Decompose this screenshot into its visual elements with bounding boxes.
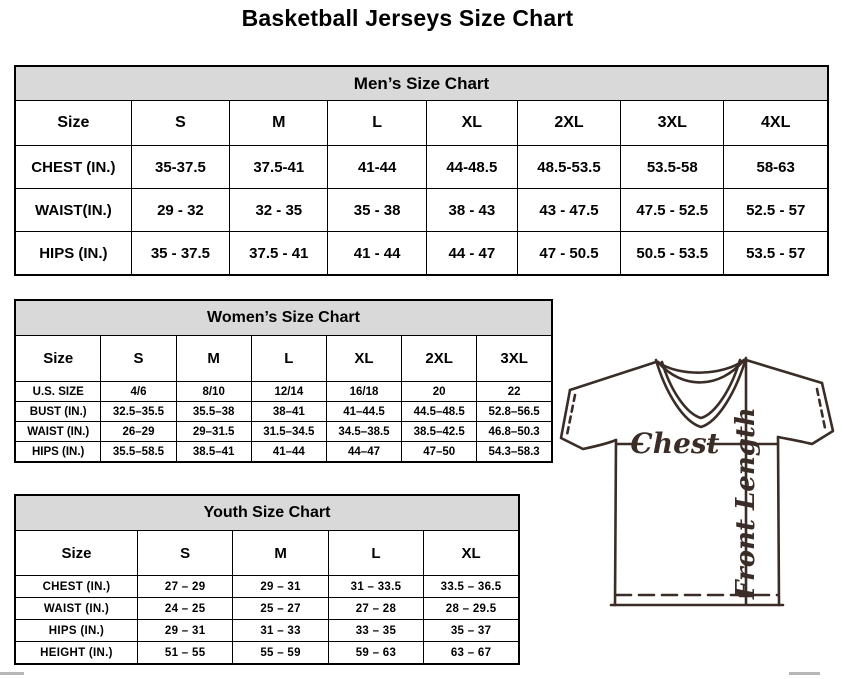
size-value-cell: 53.5-58	[621, 146, 724, 189]
size-value-cell: 35-37.5	[131, 146, 229, 189]
row-label: WAIST (IN.)	[15, 598, 137, 620]
youth-size-table	[14, 494, 520, 665]
size-value-cell: 37.5 - 41	[230, 232, 328, 276]
column-header: XL	[326, 336, 401, 382]
size-value-cell: 51 – 55	[137, 642, 232, 665]
size-value-cell: 32.5–35.5	[101, 402, 176, 422]
column-header: XL	[424, 531, 519, 576]
table-row	[15, 232, 828, 276]
size-value-cell: 53.5 - 57	[724, 232, 828, 276]
size-value-cell: 22	[477, 382, 552, 402]
size-value-cell: 26–29	[101, 422, 176, 442]
scrollbar-fragment-left	[0, 672, 24, 675]
womens-size-table	[14, 299, 553, 463]
column-header: L	[328, 101, 426, 146]
size-value-cell: 29 – 31	[233, 576, 328, 598]
size-value-cell: 44-48.5	[426, 146, 517, 189]
jersey-right-sleeve	[778, 383, 833, 444]
header-row	[15, 336, 552, 382]
size-value-cell: 41 - 44	[328, 232, 426, 276]
size-value-cell: 50.5 - 53.5	[621, 232, 724, 276]
size-value-cell: 41–44.5	[326, 402, 401, 422]
table-row	[15, 642, 519, 665]
column-header: S	[131, 101, 229, 146]
column-header: M	[176, 336, 251, 382]
front-length-label: Front Length	[731, 407, 761, 599]
size-value-cell: 58-63	[724, 146, 828, 189]
table-row	[15, 422, 552, 442]
size-value-cell: 31.5–34.5	[251, 422, 326, 442]
row-label: WAIST(IN.)	[15, 189, 131, 232]
size-value-cell: 33.5 – 36.5	[424, 576, 519, 598]
size-value-cell: 29–31.5	[176, 422, 251, 442]
size-value-cell: 37.5-41	[230, 146, 328, 189]
header-row	[15, 101, 828, 146]
chart-title: Youth Size Chart	[15, 495, 519, 531]
womens-size-chart-section	[14, 299, 553, 463]
column-header: 2XL	[517, 101, 620, 146]
size-value-cell: 44 - 47	[426, 232, 517, 276]
row-label: BUST (IN.)	[15, 402, 101, 422]
size-value-cell: 28 – 29.5	[424, 598, 519, 620]
table-row	[15, 146, 828, 189]
size-value-cell: 38.5–42.5	[402, 422, 477, 442]
column-header: 4XL	[724, 101, 828, 146]
column-header: M	[230, 101, 328, 146]
chart-title: Women’s Size Chart	[15, 300, 552, 336]
size-value-cell: 29 - 32	[131, 189, 229, 232]
size-value-cell: 44–47	[326, 442, 401, 463]
size-value-cell: 35 - 38	[328, 189, 426, 232]
size-value-cell: 38–41	[251, 402, 326, 422]
column-header: 2XL	[402, 336, 477, 382]
size-value-cell: 47.5 - 52.5	[621, 189, 724, 232]
table-row	[15, 189, 828, 232]
size-value-cell: 38.5–41	[176, 442, 251, 463]
size-value-cell: 35 - 37.5	[131, 232, 229, 276]
row-label: WAIST (IN.)	[15, 422, 101, 442]
jersey-right-side	[778, 437, 779, 605]
size-value-cell: 46.8–50.3	[477, 422, 552, 442]
column-header: L	[328, 531, 423, 576]
chart-title-row	[15, 300, 552, 336]
column-header: XL	[426, 101, 517, 146]
size-value-cell: 41-44	[328, 146, 426, 189]
size-value-cell: 31 – 33.5	[328, 576, 423, 598]
mens-size-table	[14, 65, 829, 276]
size-value-cell: 47 - 50.5	[517, 232, 620, 276]
table-row	[15, 576, 519, 598]
size-value-cell: 20	[402, 382, 477, 402]
column-header: Size	[15, 531, 137, 576]
size-value-cell: 43 - 47.5	[517, 189, 620, 232]
size-value-cell: 8/10	[176, 382, 251, 402]
size-value-cell: 38 - 43	[426, 189, 517, 232]
size-value-cell: 59 – 63	[328, 642, 423, 665]
column-header: S	[101, 336, 176, 382]
table-row	[15, 382, 552, 402]
size-value-cell: 27 – 28	[328, 598, 423, 620]
size-value-cell: 12/14	[251, 382, 326, 402]
header-row	[15, 531, 519, 576]
row-label: CHEST (IN.)	[15, 576, 137, 598]
table-row	[15, 598, 519, 620]
size-value-cell: 34.5–38.5	[326, 422, 401, 442]
size-value-cell: 55 – 59	[233, 642, 328, 665]
column-header: M	[233, 531, 328, 576]
size-value-cell: 63 – 67	[424, 642, 519, 665]
size-value-cell: 16/18	[326, 382, 401, 402]
size-value-cell: 32 - 35	[230, 189, 328, 232]
youth-size-chart-section	[14, 494, 520, 665]
size-value-cell: 41–44	[251, 442, 326, 463]
jersey-right-shoulder-line	[746, 360, 822, 383]
table-row	[15, 402, 552, 422]
column-header: Size	[15, 101, 131, 146]
row-label: HIPS (IN.)	[15, 232, 131, 276]
chart-title-row	[15, 495, 519, 531]
mens-size-chart-section	[14, 65, 829, 276]
table-row	[15, 620, 519, 642]
column-header: Size	[15, 336, 101, 382]
column-header: 3XL	[621, 101, 724, 146]
column-header: L	[251, 336, 326, 382]
size-value-cell: 24 – 25	[137, 598, 232, 620]
size-value-cell: 47–50	[402, 442, 477, 463]
row-label: U.S. SIZE	[15, 382, 101, 402]
size-value-cell: 35 – 37	[424, 620, 519, 642]
size-value-cell: 31 – 33	[233, 620, 328, 642]
row-label: CHEST (IN.)	[15, 146, 131, 189]
size-value-cell: 27 – 29	[137, 576, 232, 598]
scrollbar-fragment-right	[789, 672, 820, 675]
jersey-collar-band-arc	[658, 360, 744, 382]
row-label: HIPS (IN.)	[15, 620, 137, 642]
size-value-cell: 33 – 35	[328, 620, 423, 642]
size-value-cell: 35.5–38	[176, 402, 251, 422]
column-header: S	[137, 531, 232, 576]
size-value-cell: 52.8–56.5	[477, 402, 552, 422]
column-header: 3XL	[477, 336, 552, 382]
size-value-cell: 48.5-53.5	[517, 146, 620, 189]
jersey-left-shoulder-line	[570, 362, 656, 390]
size-value-cell: 25 – 27	[233, 598, 328, 620]
jersey-measurement-diagram	[556, 352, 838, 644]
size-value-cell: 4/6	[101, 382, 176, 402]
size-value-cell: 29 – 31	[137, 620, 232, 642]
page-title: Basketball Jerseys Size Chart	[241, 5, 574, 31]
table-row	[15, 442, 552, 463]
chest-label: Chest	[630, 427, 720, 460]
size-value-cell: 54.3–58.3	[477, 442, 552, 463]
jersey-left-side	[615, 440, 616, 605]
row-label: HEIGHT (IN.)	[15, 642, 137, 665]
size-value-cell: 52.5 - 57	[724, 189, 828, 232]
chart-title-row	[15, 66, 828, 101]
row-label: HIPS (IN.)	[15, 442, 101, 463]
chart-title: Men’s Size Chart	[15, 66, 828, 101]
size-value-cell: 44.5–48.5	[402, 402, 477, 422]
size-value-cell: 35.5–58.5	[101, 442, 176, 463]
